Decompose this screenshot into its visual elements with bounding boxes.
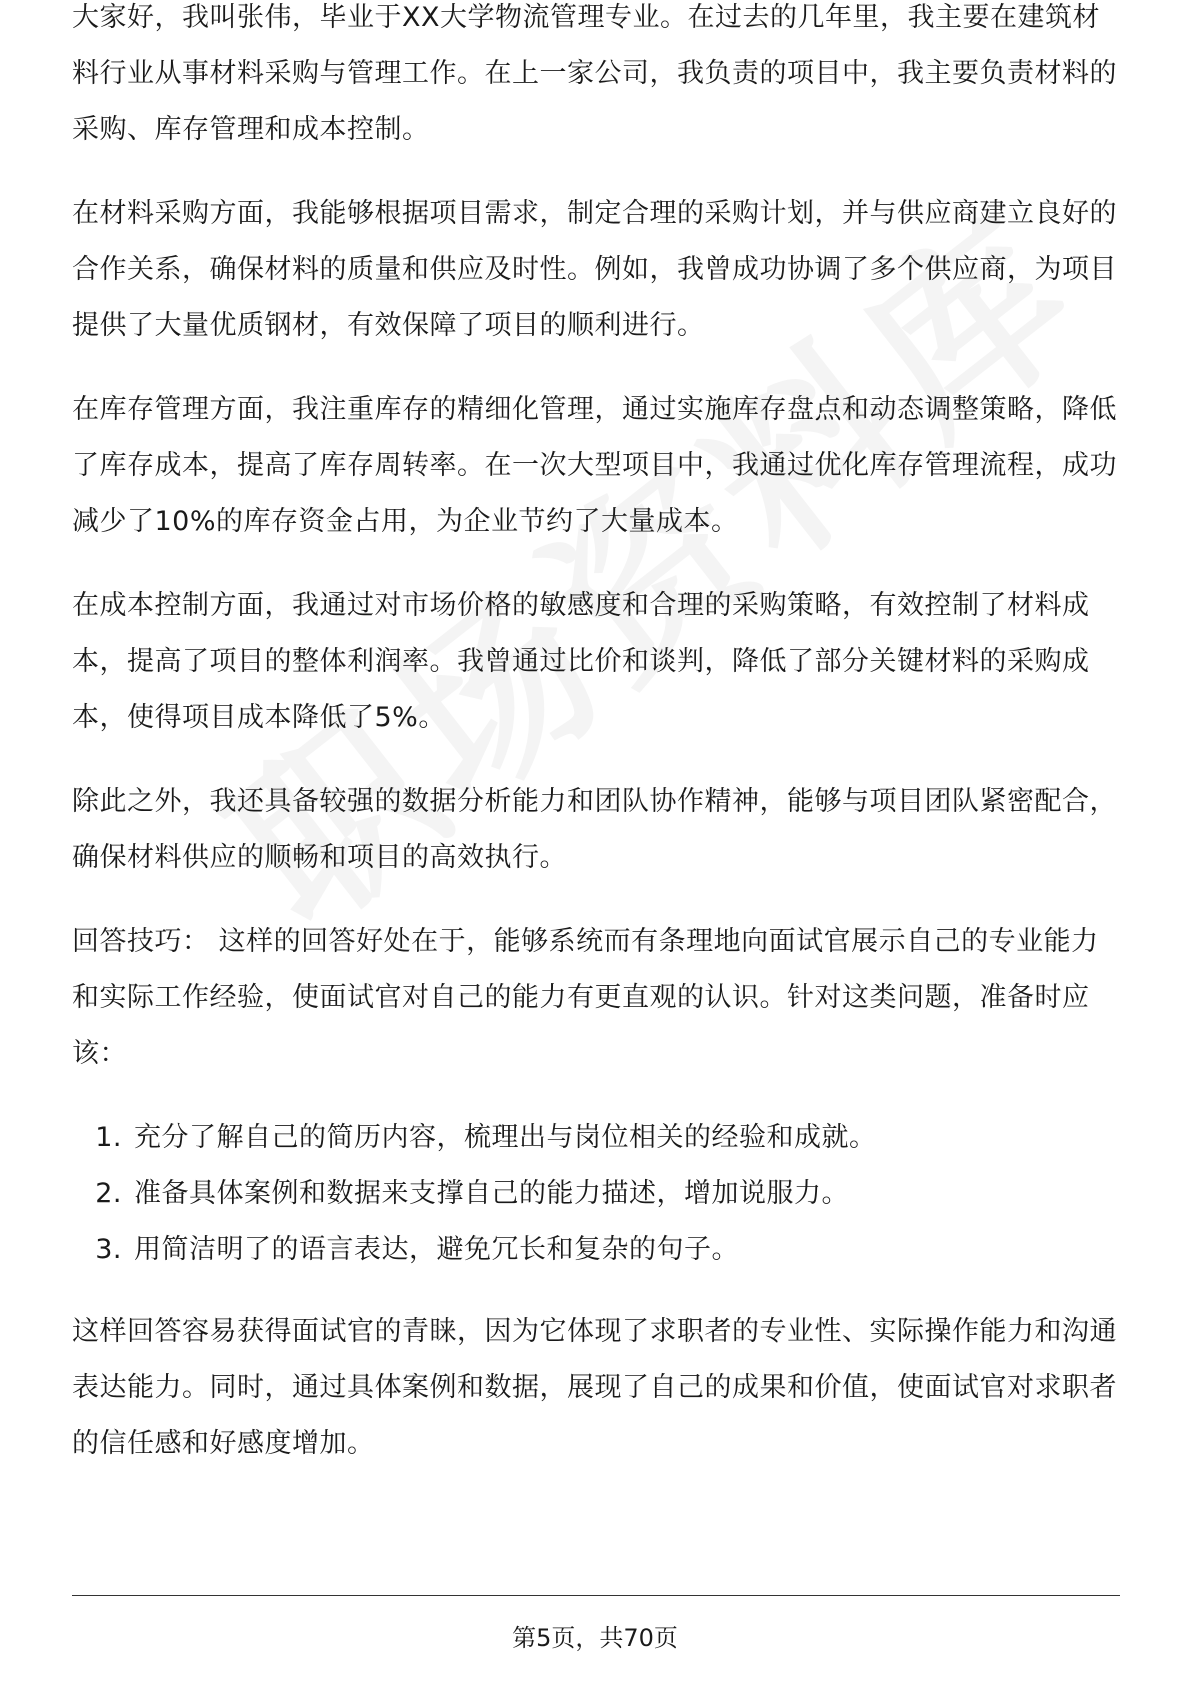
paragraph-answer-tips: 回答技巧： 这样的回答好处在于，能够系统而有条理地向面试官展示自己的专业能力和实际工作经验，使面试官对自己的能力有更直观的认识。针对这类问题，准备时应该： bbox=[72, 926, 1099, 1069]
paragraph-inventory: 在库存管理方面，我注重库存的精细化管理，通过实施库存盘点和动态调整策略，降低了库存成本，提高了库存周转率。在一次大型项目中，我通过优化库存管理流程，成功减少了10%的库存资金占用，为企业节约了大量成本。 bbox=[72, 394, 1117, 537]
tips-list bbox=[72, 1110, 1120, 1278]
list-text: 准备具体案例和数据来支撑自己的能力描述，增加说服力。 bbox=[134, 1178, 849, 1209]
list-number: 2. bbox=[95, 1178, 122, 1209]
page-content bbox=[72, 2, 1120, 1500]
list-text: 充分了解自己的简历内容，梳理出与岗位相关的经验和成就。 bbox=[134, 1122, 877, 1153]
list-text: 用简洁明了的语言表达，避免冗长和复杂的句子。 bbox=[134, 1234, 739, 1265]
paragraph-cost-control: 在成本控制方面，我通过对市场价格的敏感度和合理的采购策略，有效控制了材料成本，提高了项目的整体利润率。我曾通过比价和谈判，降低了部分关键材料的采购成本，使得项目成本降低了5%。 bbox=[72, 590, 1090, 733]
paragraph-intro: 大家好，我叫张伟，毕业于XX大学物流管理专业。在过去的几年里，我主要在建筑材料行业从事材料采购与管理工作。在上一家公司，我负责的项目中，我主要负责材料的采购、库存管理和成本控制。 bbox=[72, 2, 1117, 145]
list-number: 1. bbox=[95, 1122, 122, 1153]
page-number: 第5页，共70页 bbox=[512, 1624, 678, 1652]
list-item bbox=[72, 1222, 1120, 1278]
paragraph-procurement: 在材料采购方面，我能够根据项目需求，制定合理的采购计划，并与供应商建立良好的合作关系，确保材料的质量和供应及时性。例如，我曾成功协调了多个供应商，为项目提供了大量优质钢材，有效保障了项目的顺利进行。 bbox=[72, 198, 1117, 341]
paragraph-additional-skills: 除此之外，我还具备较强的数据分析能力和团队协作精神，能够与项目团队紧密配合，确保材料供应的顺畅和项目的高效执行。 bbox=[72, 786, 1117, 873]
list-item bbox=[72, 1110, 1120, 1166]
list-number: 3. bbox=[95, 1234, 122, 1265]
footer-divider bbox=[72, 1595, 1120, 1596]
paragraph-closing: 这样回答容易获得面试官的青睐，因为它体现了求职者的专业性、实际操作能力和沟通表达能力。同时，通过具体案例和数据，展现了自己的成果和价值，使面试官对求职者的信任感和好感度增加。 bbox=[72, 1316, 1117, 1459]
list-item bbox=[72, 1166, 1120, 1222]
